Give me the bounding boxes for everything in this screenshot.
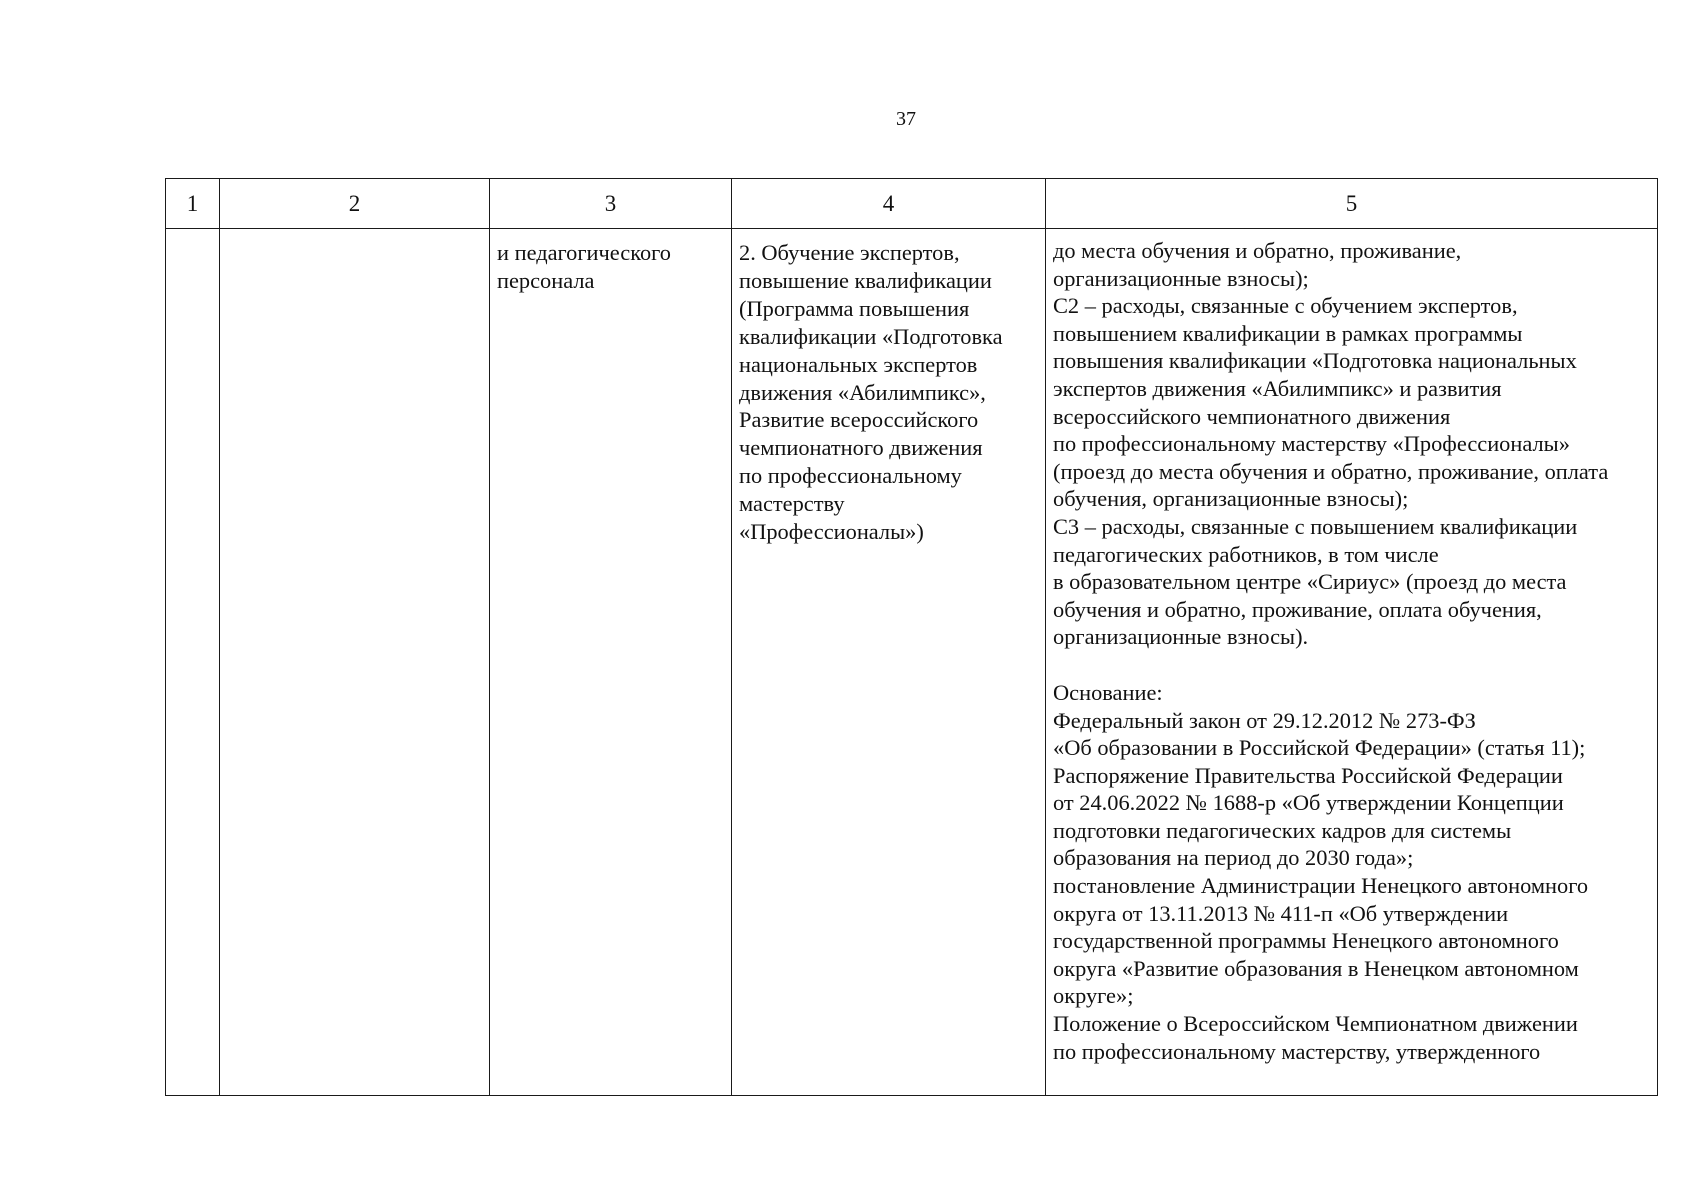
cell-col-3-text: и педагогического персонала xyxy=(497,240,671,293)
cell-col-1-text xyxy=(166,229,219,239)
table-row xyxy=(166,229,1658,1096)
cell-col-5-basis-text: Основание: Федеральный закон от 29.12.2012 № 273-ФЗ «Об образовании в Российской Федерации» (статья 11); Распоряжение Правительства Российской Федерации от 24.06.2022 № 1688-р «Об утверждении Концепции подготовки педагогических кадров для системы образования на период до 2030 года»; постановление Администрации Ненецкого автономного округа от 13.11.2013 № 411-п «Об утверждении государственной программы Ненецкого автономного округа «Развитие образования в Ненецком автономном округе»; Положение о Всероссийском Чемпионатном движении по профессиональному мастерству, утвержденного xyxy=(1053,679,1589,1064)
header-col-3: 3 xyxy=(490,179,732,229)
cell-col-5-costs-text: до места обучения и обратно, проживание, организационные взносы); C2 – расходы, связанные с обучением экспертов, повышением квалификации в рамках программы повышения квалификации «Подготовка национальных экспертов движения «Абилимпикс» и развития всероссийского чемпионатного движения по профессиональному мастерству «Профессионалы» (проезд до места обучения и обратно, проживание, оплата обучения, организационные взносы); C3 – расходы, связанные с повышением квалификации педагогических работников, в том числе в образовательном центре «Сириус» (проезд до места обучения и обратно, проживание, оплата обучения, организационные взносы). xyxy=(1053,238,1609,650)
header-col-5: 5 xyxy=(1046,179,1658,229)
cell-col-5 xyxy=(1046,229,1658,1096)
header-col-1: 1 xyxy=(166,179,220,229)
document-table xyxy=(165,178,1658,1096)
table-header-row xyxy=(166,179,1658,229)
cell-col-2-text xyxy=(220,229,489,239)
header-col-2: 2 xyxy=(220,179,490,229)
cell-col-1 xyxy=(166,229,220,1096)
cell-col-4 xyxy=(732,229,1046,1096)
paragraph-gap xyxy=(1046,651,1657,679)
header-col-4: 4 xyxy=(732,179,1046,229)
page-number: 37 xyxy=(896,108,916,130)
cell-col-3 xyxy=(490,229,732,1096)
cell-col-2 xyxy=(220,229,490,1096)
cell-col-4-text: 2. Обучение экспертов, повышение квалификации (Программа повышения квалификации «Подготовка национальных экспертов движения «Абилимпикс», Развитие всероссийского чемпионатного движения по профессиональному мастерству «Профессионалы») xyxy=(739,240,1003,545)
